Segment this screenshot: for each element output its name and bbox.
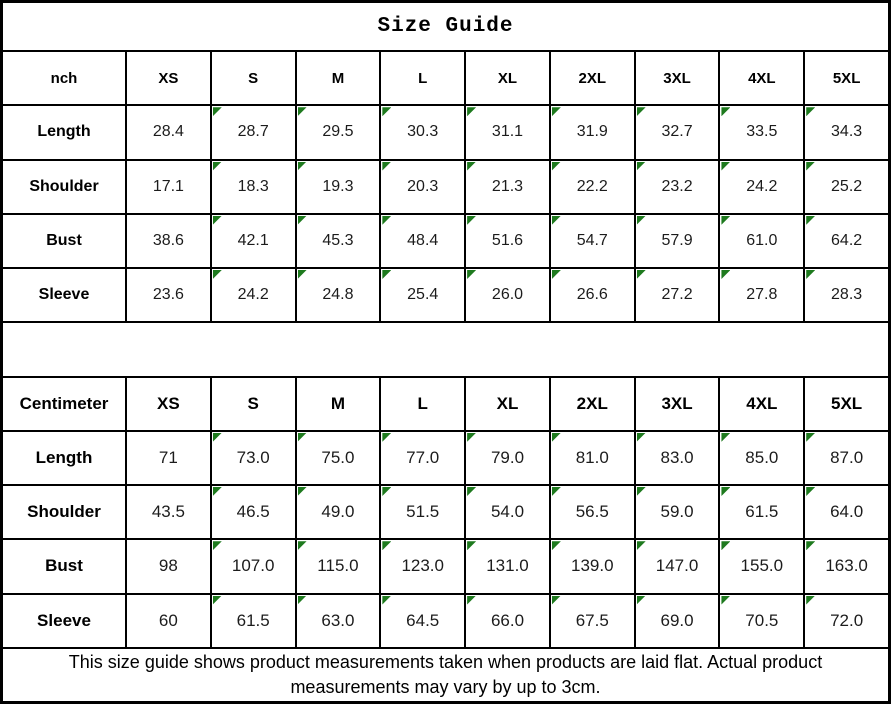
spacer-row xyxy=(2,322,889,376)
measurement-value xyxy=(550,214,635,268)
measurement-value xyxy=(380,160,465,214)
value-text: 61.5 xyxy=(745,502,779,522)
size-header: 5XL xyxy=(804,377,889,431)
value-text: 139.0 xyxy=(570,556,614,576)
corner-flag-icon xyxy=(298,433,307,442)
measurement-value xyxy=(719,485,804,539)
size-header: 4XL xyxy=(719,51,804,105)
measurement-value xyxy=(804,268,889,322)
size-header: XS xyxy=(126,51,211,105)
corner-flag-icon xyxy=(806,216,815,225)
measurement-value xyxy=(635,268,720,322)
measurement-value xyxy=(719,160,804,214)
corner-flag-icon xyxy=(637,107,646,116)
size-header: 4XL xyxy=(719,377,804,431)
value-text: 61.5 xyxy=(236,610,270,630)
value-text: 51.5 xyxy=(406,502,440,522)
corner-flag-icon xyxy=(213,541,222,550)
value-text: 20.3 xyxy=(407,177,439,195)
measurement-value xyxy=(296,485,381,539)
corner-flag-icon xyxy=(382,433,391,442)
measurement-value xyxy=(465,539,550,593)
measurement-value xyxy=(465,485,550,539)
measurement-row-label: Length xyxy=(2,105,126,159)
corner-flag-icon xyxy=(637,162,646,171)
value-text: 18.3 xyxy=(237,177,269,195)
value-text: 31.1 xyxy=(491,123,524,141)
measurement-value xyxy=(380,268,465,322)
measurement-value xyxy=(804,160,889,214)
measurement-value xyxy=(550,268,635,322)
measurement-value xyxy=(719,268,804,322)
size-header: L xyxy=(380,377,465,431)
corner-flag-icon xyxy=(552,107,561,116)
value-text: 26.0 xyxy=(491,286,524,304)
measurement-value xyxy=(550,431,635,485)
measurement-value xyxy=(296,431,381,485)
measurement-value xyxy=(550,160,635,214)
value-text: 57.9 xyxy=(661,231,693,249)
corner-flag-icon xyxy=(806,433,815,442)
corner-flag-icon xyxy=(467,162,476,171)
value-text: 131.0 xyxy=(486,556,529,576)
corner-flag-icon xyxy=(552,487,561,496)
corner-flag-icon xyxy=(298,270,307,279)
corner-flag-icon xyxy=(552,216,561,225)
corner-flag-icon xyxy=(552,541,561,550)
value-text: 22.2 xyxy=(576,177,608,195)
size-guide-note: This size guide shows product measurements taken when products are laid flat. Actual product measurements may vary by up to 3cm. xyxy=(2,648,889,702)
value-text: 26.6 xyxy=(576,286,608,304)
value-text: 46.5 xyxy=(236,502,270,522)
value-text: 66.0 xyxy=(490,610,525,630)
value-text: 75.0 xyxy=(321,447,355,467)
value-text: 64.5 xyxy=(406,610,440,630)
corner-flag-icon xyxy=(382,216,391,225)
corner-flag-icon xyxy=(637,216,646,225)
measurement-value xyxy=(550,485,635,539)
corner-flag-icon xyxy=(467,270,476,279)
value-text: 45.3 xyxy=(322,231,354,249)
measurement-value xyxy=(380,539,465,593)
size-header: S xyxy=(211,51,296,105)
measurement-value xyxy=(380,594,465,648)
measurement-value xyxy=(296,214,381,268)
size-header: 2XL xyxy=(550,51,635,105)
measurement-value xyxy=(804,214,889,268)
measurement-value xyxy=(296,539,381,593)
measurement-value xyxy=(211,105,296,159)
measurement-value xyxy=(804,594,889,648)
measurement-value xyxy=(380,485,465,539)
value-text: 67.5 xyxy=(575,610,609,630)
measurement-value: 43.5 xyxy=(126,485,211,539)
corner-flag-icon xyxy=(213,433,222,442)
measurement-value xyxy=(465,594,550,648)
value-text: 34.3 xyxy=(831,123,863,141)
corner-flag-icon xyxy=(298,162,307,171)
size-header: 5XL xyxy=(804,51,889,105)
value-text: 29.5 xyxy=(322,123,354,141)
corner-flag-icon xyxy=(721,162,730,171)
size-header: S xyxy=(211,377,296,431)
measurement-value xyxy=(211,485,296,539)
corner-flag-icon xyxy=(552,596,561,605)
corner-flag-icon xyxy=(213,107,222,116)
corner-flag-icon xyxy=(721,541,730,550)
size-header: XS xyxy=(126,377,211,431)
value-text: 115.0 xyxy=(317,556,359,576)
value-text: 73.0 xyxy=(236,447,270,467)
size-header: XL xyxy=(465,51,550,105)
corner-flag-icon xyxy=(637,270,646,279)
size-header: 2XL xyxy=(550,377,635,431)
value-text: 30.3 xyxy=(407,123,439,141)
centimeter-unit-header: Centimeter xyxy=(2,377,126,431)
measurement-value xyxy=(550,539,635,593)
value-text: 70.5 xyxy=(745,610,779,630)
value-text: 28.7 xyxy=(237,123,269,141)
corner-flag-icon xyxy=(806,270,815,279)
measurement-value xyxy=(296,160,381,214)
measurement-value xyxy=(635,160,720,214)
measurement-row-label: Shoulder xyxy=(2,485,126,539)
corner-flag-icon xyxy=(382,107,391,116)
measurement-value xyxy=(380,214,465,268)
measurement-value xyxy=(719,594,804,648)
measurement-value: 71 xyxy=(126,431,211,485)
measurement-value xyxy=(635,431,720,485)
value-text: 24.8 xyxy=(322,286,354,304)
measurement-value: 60 xyxy=(126,594,211,648)
value-text: 64.0 xyxy=(830,502,864,522)
measurement-value xyxy=(719,539,804,593)
measurement-value xyxy=(635,105,720,159)
size-header: L xyxy=(380,51,465,105)
measurement-value xyxy=(465,160,550,214)
value-text: 107.0 xyxy=(231,556,275,576)
value-text: 155.0 xyxy=(740,556,784,576)
measurement-value: 98 xyxy=(126,539,211,593)
corner-flag-icon xyxy=(213,270,222,279)
corner-flag-icon xyxy=(467,433,476,442)
corner-flag-icon xyxy=(637,433,646,442)
corner-flag-icon xyxy=(721,270,730,279)
measurement-value xyxy=(296,268,381,322)
measurement-value xyxy=(635,214,720,268)
value-text: 83.0 xyxy=(660,447,694,467)
measurement-value xyxy=(804,539,889,593)
value-text: 69.0 xyxy=(660,610,694,630)
corner-flag-icon xyxy=(637,487,646,496)
value-text: 81.0 xyxy=(575,447,609,467)
value-text: 63.0 xyxy=(321,610,355,630)
corner-flag-icon xyxy=(721,216,730,225)
value-text: 28.3 xyxy=(831,286,863,304)
value-text: 59.0 xyxy=(660,502,694,522)
measurement-value xyxy=(804,431,889,485)
corner-flag-icon xyxy=(806,487,815,496)
value-text: 33.5 xyxy=(746,123,778,141)
measurement-row-label: Sleeve xyxy=(2,268,126,322)
value-text: 25.2 xyxy=(831,177,863,195)
measurement-row-label: Bust xyxy=(2,214,126,268)
value-text: 85.0 xyxy=(745,447,779,467)
measurement-value xyxy=(550,594,635,648)
corner-flag-icon xyxy=(213,216,222,225)
corner-flag-icon xyxy=(467,107,476,116)
corner-flag-icon xyxy=(806,596,815,605)
corner-flag-icon xyxy=(298,107,307,116)
corner-flag-icon xyxy=(806,541,815,550)
value-text: 123.0 xyxy=(401,556,444,576)
value-text: 72.0 xyxy=(830,610,864,630)
value-text: 24.2 xyxy=(237,286,269,304)
measurement-value: 38.6 xyxy=(126,214,211,268)
corner-flag-icon xyxy=(467,541,476,550)
measurement-value xyxy=(635,485,720,539)
size-header: M xyxy=(296,51,381,105)
measurement-row-label: Shoulder xyxy=(2,160,126,214)
value-text: 147.0 xyxy=(655,556,699,576)
measurement-value: 28.4 xyxy=(126,105,211,159)
value-text: 27.2 xyxy=(661,286,693,304)
measurement-value xyxy=(211,268,296,322)
measurement-value xyxy=(211,594,296,648)
corner-flag-icon xyxy=(552,270,561,279)
measurement-value xyxy=(804,485,889,539)
value-text: 24.2 xyxy=(746,177,778,195)
corner-flag-icon xyxy=(637,596,646,605)
measurement-row-label: Sleeve xyxy=(2,594,126,648)
measurement-value xyxy=(211,214,296,268)
corner-flag-icon xyxy=(637,541,646,550)
measurement-value xyxy=(465,268,550,322)
measurement-value xyxy=(211,160,296,214)
value-text: 79.0 xyxy=(490,447,525,467)
value-text: 54.0 xyxy=(490,502,525,522)
value-text: 27.8 xyxy=(746,286,778,304)
value-text: 21.3 xyxy=(491,177,524,195)
measurement-value xyxy=(465,214,550,268)
corner-flag-icon xyxy=(721,596,730,605)
corner-flag-icon xyxy=(382,162,391,171)
corner-flag-icon xyxy=(382,487,391,496)
measurement-value xyxy=(211,539,296,593)
size-header: 3XL xyxy=(635,377,720,431)
value-text: 49.0 xyxy=(321,502,355,522)
value-text: 64.2 xyxy=(831,231,863,249)
value-text: 31.9 xyxy=(576,123,608,141)
size-header: M xyxy=(296,377,381,431)
measurement-value xyxy=(719,214,804,268)
measurement-value xyxy=(211,431,296,485)
measurement-value xyxy=(465,105,550,159)
value-text: 61.0 xyxy=(746,231,778,249)
corner-flag-icon xyxy=(552,162,561,171)
measurement-value: 17.1 xyxy=(126,160,211,214)
value-text: 19.3 xyxy=(322,177,354,195)
value-text: 48.4 xyxy=(407,231,439,249)
size-header: XL xyxy=(465,377,550,431)
value-text: 56.5 xyxy=(575,502,609,522)
measurement-value xyxy=(804,105,889,159)
corner-flag-icon xyxy=(213,162,222,171)
corner-flag-icon xyxy=(467,596,476,605)
value-text: 25.4 xyxy=(407,286,439,304)
inch-unit-header: nch xyxy=(2,51,126,105)
value-text: 77.0 xyxy=(406,447,440,467)
value-text: 54.7 xyxy=(576,231,608,249)
measurement-value xyxy=(465,431,550,485)
corner-flag-icon xyxy=(467,216,476,225)
corner-flag-icon xyxy=(806,107,815,116)
corner-flag-icon xyxy=(721,107,730,116)
corner-flag-icon xyxy=(298,541,307,550)
corner-flag-icon xyxy=(721,487,730,496)
corner-flag-icon xyxy=(721,433,730,442)
corner-flag-icon xyxy=(298,487,307,496)
corner-flag-icon xyxy=(467,487,476,496)
value-text: 163.0 xyxy=(825,556,868,576)
size-header: 3XL xyxy=(635,51,720,105)
corner-flag-icon xyxy=(298,596,307,605)
corner-flag-icon xyxy=(552,433,561,442)
value-text: 32.7 xyxy=(661,123,693,141)
measurement-value: 23.6 xyxy=(126,268,211,322)
measurement-value xyxy=(380,431,465,485)
measurement-value xyxy=(719,105,804,159)
measurement-value xyxy=(550,105,635,159)
value-text: 42.1 xyxy=(237,231,269,249)
corner-flag-icon xyxy=(382,541,391,550)
corner-flag-icon xyxy=(382,596,391,605)
corner-flag-icon xyxy=(382,270,391,279)
measurement-value xyxy=(635,539,720,593)
measurement-value xyxy=(635,594,720,648)
measurement-value xyxy=(380,105,465,159)
measurement-value xyxy=(719,431,804,485)
value-text: 23.2 xyxy=(661,177,693,195)
value-text: 51.6 xyxy=(491,231,524,249)
measurement-row-label: Bust xyxy=(2,539,126,593)
corner-flag-icon xyxy=(213,487,222,496)
corner-flag-icon xyxy=(213,596,222,605)
corner-flag-icon xyxy=(298,216,307,225)
corner-flag-icon xyxy=(806,162,815,171)
measurement-row-label: Length xyxy=(2,431,126,485)
measurement-value xyxy=(296,105,381,159)
measurement-value xyxy=(296,594,381,648)
size-guide-title: Size Guide xyxy=(2,2,889,51)
value-text: 87.0 xyxy=(830,447,864,467)
